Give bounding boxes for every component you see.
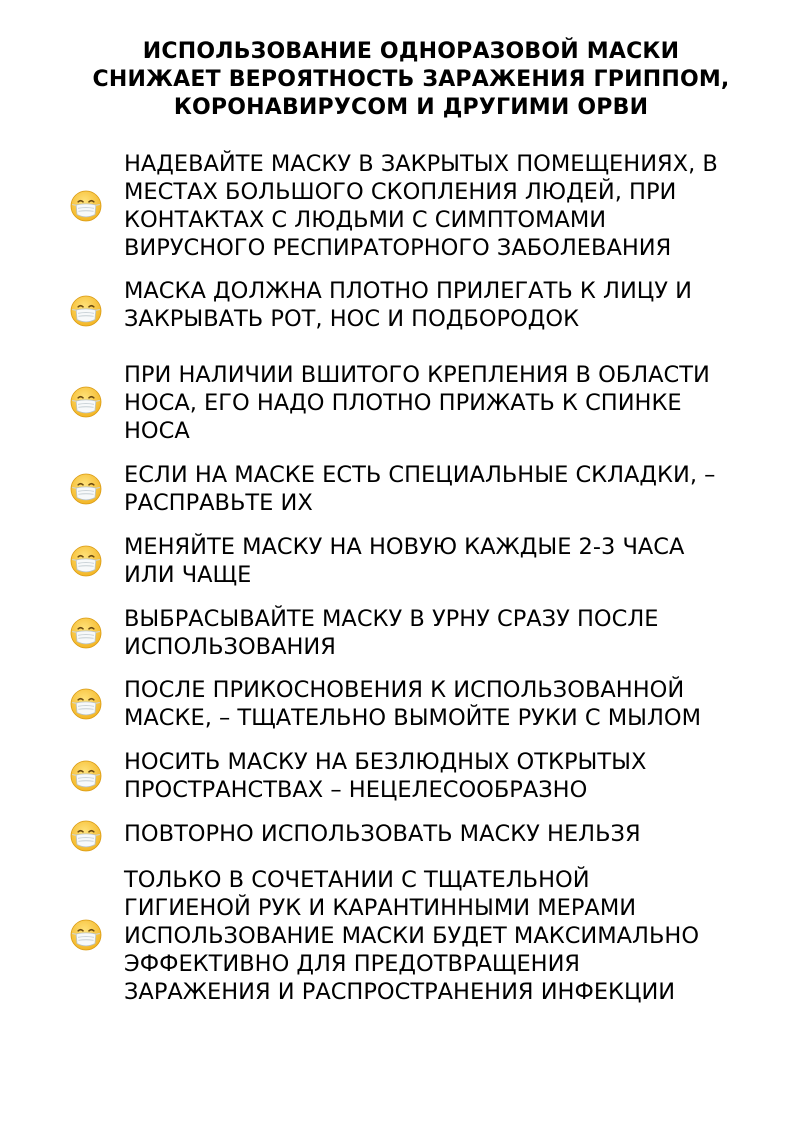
list-item-line: РАСПРАВЬТЕ ИХ: [124, 490, 313, 516]
list-item-text: [124, 461, 784, 517]
face-with-medical-mask-icon: [70, 688, 102, 720]
face-with-medical-mask-icon: [70, 473, 102, 505]
face-with-medical-mask-icon: [70, 820, 102, 852]
list-item-line: ЗАКРЫВАТЬ РОТ, НОС И ПОДБОРОДОК: [124, 306, 580, 332]
title-line: ИСПОЛЬЗОВАНИЕ ОДНОРАЗОВОЙ МАСКИ: [142, 39, 680, 64]
face-with-medical-mask-icon: [70, 190, 102, 222]
list-item-line: ИСПОЛЬЗОВАНИЕ МАСКИ БУДЕТ МАКСИМАЛЬНО: [124, 923, 700, 949]
page-title: [0, 38, 794, 122]
list-item-line: НАДЕВАЙТЕ МАСКУ В ЗАКРЫТЫХ ПОМЕЩЕНИЯХ, В: [124, 151, 718, 177]
list-item-line: ВЫБРАСЫВАЙТЕ МАСКУ В УРНУ СРАЗУ ПОСЛЕ: [124, 606, 659, 632]
list-item-line: ИЛИ ЧАЩЕ: [124, 562, 252, 588]
list-item-text: [124, 150, 784, 262]
list-item-text: [124, 748, 784, 804]
list-item-line: ВИРУСНОГО РЕСПИРАТОРНОГО ЗАБОЛЕВАНИЯ: [124, 235, 672, 261]
list-item-text: [124, 820, 784, 848]
face-with-medical-mask-icon: [70, 545, 102, 577]
title-line: СНИЖАЕТ ВЕРОЯТНОСТЬ ЗАРАЖЕНИЯ ГРИППОМ,: [92, 67, 730, 92]
list-item-line: НОСИТЬ МАСКУ НА БЕЗЛЮДНЫХ ОТКРЫТЫХ: [124, 749, 647, 775]
list-item-line: ЭФФЕКТИВНО ДЛЯ ПРЕДОТВРАЩЕНИЯ: [124, 951, 581, 977]
face-with-medical-mask-icon: [70, 295, 102, 327]
face-with-medical-mask-icon: [70, 617, 102, 649]
list-item-line: ЕСЛИ НА МАСКЕ ЕСТЬ СПЕЦИАЛЬНЫЕ СКЛАДКИ, –: [124, 462, 716, 488]
list-item-line: ПРОСТРАНСТВАХ – НЕЦЕЛЕСООБРАЗНО: [124, 777, 588, 803]
list-item-line: ПОВТОРНО ИСПОЛЬЗОВАТЬ МАСКУ НЕЛЬЗЯ: [124, 821, 641, 847]
list-item-line: ГИГИЕНОЙ РУК И КАРАНТИННЫМИ МЕРАМИ: [124, 895, 637, 921]
list-item-line: ТОЛЬКО В СОЧЕТАНИИ С ТЩАТЕЛЬНОЙ: [124, 867, 590, 893]
list-item-text: [124, 676, 784, 732]
list-item-line: МЕСТАХ БОЛЬШОГО СКОПЛЕНИЯ ЛЮДЕЙ, ПРИ: [124, 179, 677, 205]
list-item-text: [124, 866, 784, 1006]
list-item-line: ЗАРАЖЕНИЯ И РАСПРОСТРАНЕНИЯ ИНФЕКЦИИ: [124, 979, 676, 1005]
list-item-line: МАСКА ДОЛЖНА ПЛОТНО ПРИЛЕГАТЬ К ЛИЦУ И: [124, 278, 692, 304]
list-item-line: ПОСЛЕ ПРИКОСНОВЕНИЯ К ИСПОЛЬЗОВАННОЙ: [124, 677, 685, 703]
title-line: КОРОНАВИРУСОМ И ДРУГИМИ ОРВИ: [173, 95, 649, 120]
list-item-line: НОСА: [124, 418, 190, 444]
list-item-line: МЕНЯЙТЕ МАСКУ НА НОВУЮ КАЖДЫЕ 2-3 ЧАСА: [124, 534, 685, 560]
face-with-medical-mask-icon: [70, 386, 102, 418]
face-with-medical-mask-icon: [70, 760, 102, 792]
list-item-line: КОНТАКТАХ С ЛЮДЬМИ С СИМПТОМАМИ: [124, 207, 607, 233]
list-item-text: [124, 533, 784, 589]
list-item-text: [124, 277, 784, 333]
list-item-line: ИСПОЛЬЗОВАНИЯ: [124, 634, 336, 660]
list-item-text: [124, 605, 784, 661]
list-item-line: НОСА, ЕГО НАДО ПЛОТНО ПРИЖАТЬ К СПИНКЕ: [124, 390, 682, 416]
list-item-text: [124, 361, 784, 445]
face-with-medical-mask-icon: [70, 919, 102, 951]
list-item-line: ПРИ НАЛИЧИИ ВШИТОГО КРЕПЛЕНИЯ В ОБЛАСТИ: [124, 362, 710, 388]
list-item-line: МАСКЕ, – ТЩАТЕЛЬНО ВЫМОЙТЕ РУКИ С МЫЛОМ: [124, 705, 702, 731]
